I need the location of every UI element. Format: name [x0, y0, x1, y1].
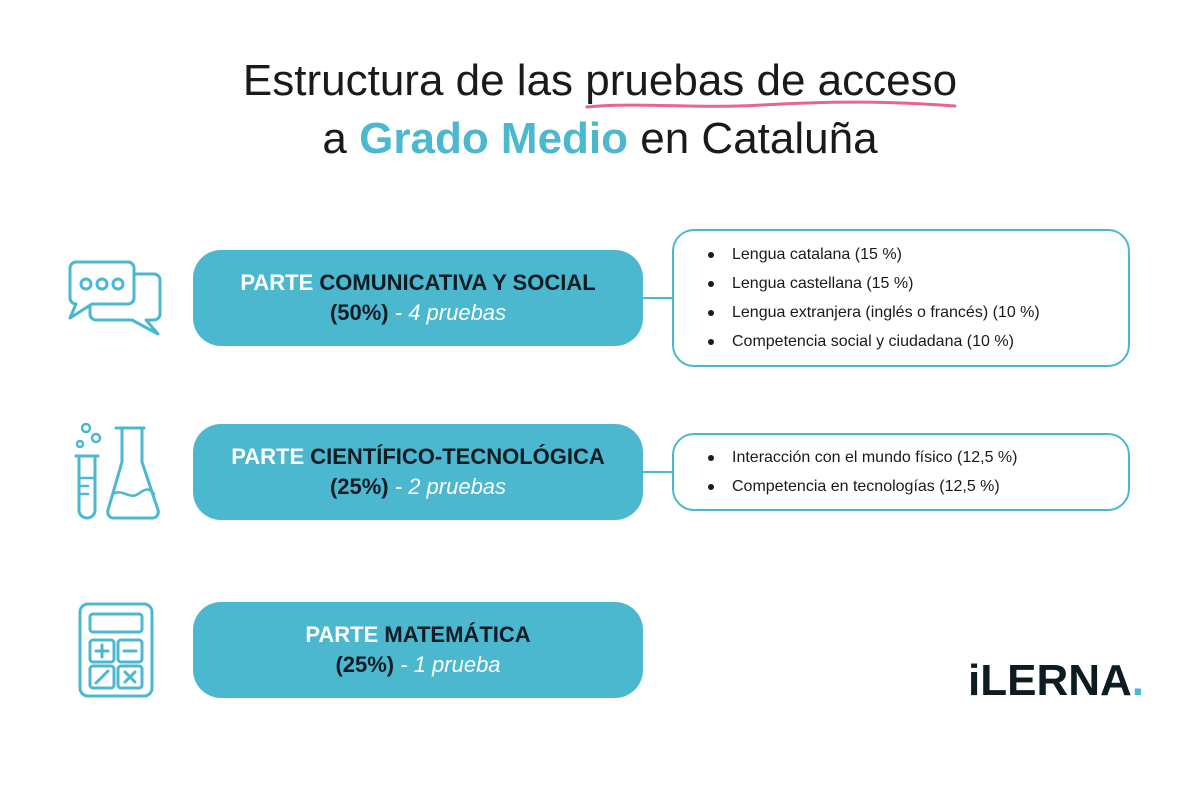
list-item: Lengua castellana (15 %) — [732, 269, 1128, 298]
section-pill-matematica — [193, 602, 643, 698]
item-list — [674, 443, 1128, 501]
lab-flask-icon — [70, 422, 162, 522]
title-line-2 — [0, 110, 1200, 168]
item-list — [674, 240, 1128, 356]
connector-line — [643, 297, 672, 299]
underline-squiggle-icon — [585, 98, 957, 112]
list-item: Competencia social y ciudadana (10 %) — [732, 327, 1128, 356]
section-pill-cientifico — [193, 424, 643, 520]
title-accent: Grado Medio — [359, 114, 629, 163]
section-box-comunicativa — [672, 229, 1130, 367]
list-item: Interacción con el mundo físico (12,5 %) — [732, 443, 1128, 472]
section-pill-comunicativa — [193, 250, 643, 346]
section-box-cientifico — [672, 433, 1130, 511]
title-line-1 — [0, 52, 1200, 110]
pill-subtitle: (25%) - 1 prueba — [335, 652, 501, 677]
pill-title: PARTE CIENTÍFICO-TECNOLÓGICA — [231, 444, 605, 469]
pill-subtitle: (50%) - 4 pruebas — [329, 300, 507, 325]
ilerna-logo: iLERNA. — [968, 656, 1145, 705]
connector-line — [643, 471, 672, 473]
title-text: en Cataluña — [628, 114, 878, 163]
chat-bubbles-icon — [66, 258, 164, 338]
title-highlight — [585, 52, 957, 110]
list-item: Lengua extranjera (inglés o francés) (10 %) — [732, 298, 1128, 327]
list-item: Lengua catalana (15 %) — [732, 240, 1128, 269]
page-title — [0, 52, 1200, 168]
pill-subtitle: (25%) - 2 pruebas — [329, 474, 507, 499]
pill-title: PARTE COMUNICATIVA Y SOCIAL — [240, 270, 596, 295]
calculator-icon — [78, 602, 154, 698]
list-item: Competencia en tecnologías (12,5 %) — [732, 472, 1128, 501]
title-text: Estructura de las — [242, 56, 586, 105]
title-text: a — [322, 114, 360, 163]
title-highlight-text: pruebas de acceso — [585, 56, 958, 105]
pill-title: PARTE MATEMÁTICA — [305, 622, 531, 647]
